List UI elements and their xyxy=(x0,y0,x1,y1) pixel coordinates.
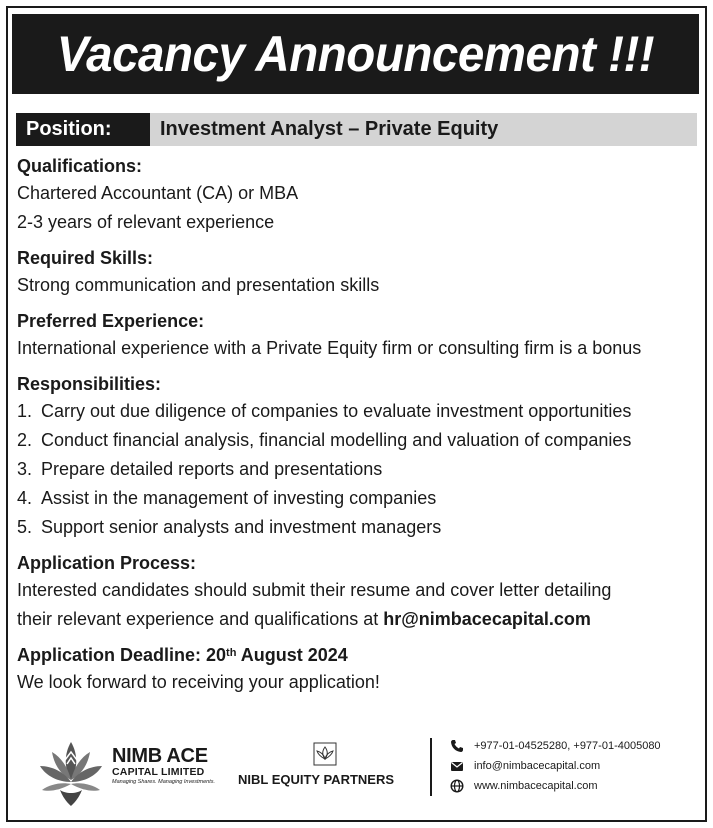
skill-line: Strong communication and presentation skills xyxy=(17,275,380,295)
contact-info xyxy=(450,736,661,796)
list-text: Assist in the management of investing companies xyxy=(41,488,437,508)
list-text: Support senior analysts and investment managers xyxy=(41,517,442,537)
deadline-ordinal: th xyxy=(226,647,237,659)
experience-line: International experience with a Private Equity firm or consulting firm is a bonus xyxy=(17,338,642,358)
list-item xyxy=(17,426,697,455)
application-process-line xyxy=(17,605,697,634)
list-text: Prepare detailed reports and presentations xyxy=(41,459,383,479)
list-number: 2. xyxy=(17,430,33,450)
list-text: Conduct financial analysis, financial modelling and valuation of companies xyxy=(41,430,632,450)
responsibilities-section xyxy=(17,371,697,542)
closing-line: We look forward to receiving your application! xyxy=(17,672,380,692)
phone-row xyxy=(450,736,661,756)
globe-icon xyxy=(450,779,464,793)
qualification-line: Chartered Accountant (CA) or MBA xyxy=(17,183,299,203)
phone-text[interactable]: +977-01-04525280, +977-01-4005080 xyxy=(474,740,661,752)
list-item xyxy=(17,397,697,426)
lotus-logo-icon xyxy=(36,734,106,808)
list-text: Carry out due diligence of companies to evaluate investment opportunities xyxy=(41,401,632,421)
nibl-logo-icon xyxy=(313,742,337,766)
position-value: Investment Analyst – Private Equity xyxy=(160,118,499,140)
list-item xyxy=(17,455,697,484)
headline-banner xyxy=(12,14,699,94)
footer xyxy=(30,730,690,812)
hr-email-link[interactable]: hr@nimbacecapital.com xyxy=(383,609,591,629)
brand1-sub: CAPITAL LIMITED xyxy=(112,766,205,778)
qualifications-section xyxy=(17,153,697,237)
deadline-section xyxy=(17,642,697,697)
skills-section xyxy=(17,245,697,300)
deadline-heading xyxy=(17,642,697,668)
list-number: 3. xyxy=(17,459,33,479)
application-process-text: their relevant experience and qualifications at xyxy=(17,609,384,629)
responsibilities-heading: Responsibilities: xyxy=(17,374,162,394)
application-process-line: Interested candidates should submit their resume and cover letter detailing xyxy=(17,580,612,600)
mail-icon xyxy=(450,759,464,773)
application-process-section xyxy=(17,550,697,634)
position-label: Position: xyxy=(16,113,150,146)
position-bar xyxy=(16,113,697,146)
experience-heading: Preferred Experience: xyxy=(17,311,205,331)
skills-heading: Required Skills: xyxy=(17,248,154,268)
nibl-equity-brand: NIBL EQUITY PARTNERS xyxy=(238,772,395,787)
email-row xyxy=(450,756,661,776)
deadline-prefix: Application Deadline: 20 xyxy=(17,645,227,665)
qualifications-heading: Qualifications: xyxy=(17,156,143,176)
application-process-heading: Application Process: xyxy=(17,553,197,573)
brand1-name: NIMB ACE xyxy=(112,745,208,767)
list-number: 1. xyxy=(17,401,33,421)
list-number: 4. xyxy=(17,488,33,508)
list-item xyxy=(17,484,697,513)
announcement-body xyxy=(17,153,697,705)
list-number: 5. xyxy=(17,517,33,537)
list-item xyxy=(17,513,697,542)
website-text[interactable]: www.nimbacecapital.com xyxy=(474,780,598,792)
footer-divider xyxy=(430,738,432,796)
website-row xyxy=(450,776,661,796)
phone-icon xyxy=(450,739,464,753)
headline-text: Vacancy Announcement !!! xyxy=(56,26,655,82)
brand1-tagline: Managing Shares. Managing Investments. xyxy=(112,779,216,785)
responsibilities-list xyxy=(17,397,697,542)
email-text[interactable]: info@nimbacecapital.com xyxy=(474,760,601,772)
qualification-line: 2-3 years of relevant experience xyxy=(17,212,275,232)
deadline-suffix: August 2024 xyxy=(236,645,348,665)
experience-section xyxy=(17,308,697,363)
nimb-ace-brand xyxy=(112,746,215,786)
